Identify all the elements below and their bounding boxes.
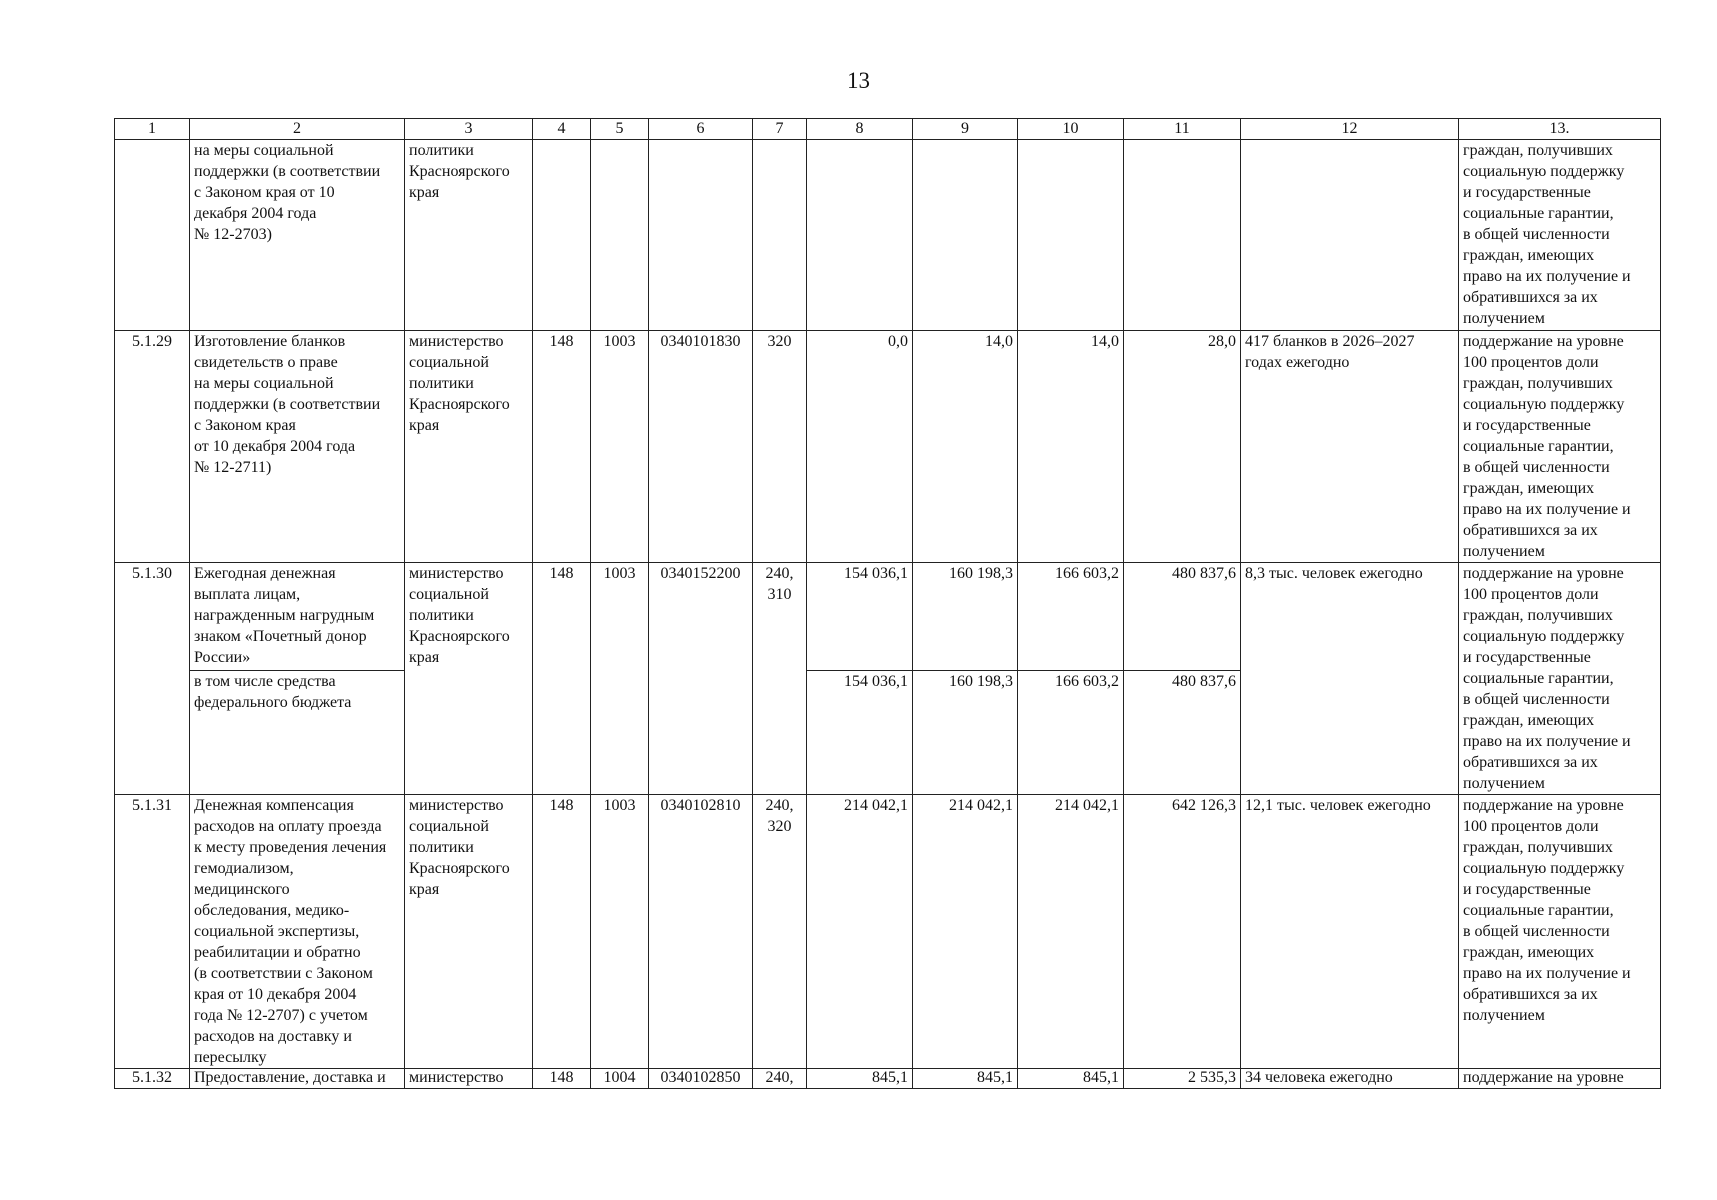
column-header: 12	[1241, 119, 1459, 140]
cell-expense-type: 320	[753, 331, 807, 563]
column-header: 2	[190, 119, 405, 140]
cell-indicator: граждан, получивших социальную поддержку и государственные социальные гарантии, в общей численности граждан, имеющих право на их получение и обратившихся за их получением	[1459, 140, 1661, 331]
cell-amount-year1	[807, 140, 913, 331]
row-number: 5.1.31	[115, 795, 190, 1069]
cell-admin-code	[533, 140, 591, 331]
cell-amount-year2: 160 198,3	[913, 563, 1018, 671]
responsible-body: министерство	[405, 1069, 533, 1089]
cell-target-code: 0340101830	[649, 331, 753, 563]
cell-amount-total: 28,0	[1124, 331, 1241, 563]
column-header: 13.	[1459, 119, 1661, 140]
row-number	[115, 140, 190, 331]
row-number: 5.1.32	[115, 1069, 190, 1089]
table-row	[115, 563, 1661, 671]
cell-amount-year2: 214 042,1	[913, 795, 1018, 1069]
measure-name: Ежегодная денежная выплата лицам, награжденным нагрудным знаком «Почетный донор России»	[190, 563, 405, 671]
cell-indicator: поддержание на уровне	[1459, 1069, 1661, 1089]
table-row	[115, 140, 1661, 331]
cell-amount-year1: 154 036,1	[807, 671, 913, 795]
cell-amount-year3: 166 603,2	[1018, 671, 1124, 795]
cell-amount-year2: 845,1	[913, 1069, 1018, 1089]
measure-name: Изготовление бланков свидетельств о праве на меры социальной поддержки (в соответствии с Законом края от 10 декабря 2004 года № 12-2711)	[190, 331, 405, 563]
cell-admin-code: 148	[533, 331, 591, 563]
cell-expected-result: 417 бланков в 2026–2027 годах ежегодно	[1241, 331, 1459, 563]
cell-expense-type	[753, 140, 807, 331]
cell-amount-year2: 14,0	[913, 331, 1018, 563]
cell-admin-code: 148	[533, 1069, 591, 1089]
cell-amount-year3: 214 042,1	[1018, 795, 1124, 1069]
table-row	[115, 795, 1661, 1069]
header-row	[115, 119, 1661, 140]
cell-expense-type: 240,	[753, 1069, 807, 1089]
cell-amount-total: 642 126,3	[1124, 795, 1241, 1069]
page-number: 13	[847, 68, 870, 93]
column-header: 8	[807, 119, 913, 140]
column-header: 1	[115, 119, 190, 140]
table-row	[115, 1069, 1661, 1089]
measure-name: Денежная компенсация расходов на оплату проезда к месту проведения лечения гемодиализом, медицинского обследования, медико- социальной экспертизы, реабилитации и обратно (в соответствии с Законом края от 10 декабря 2004 года № 12-2707) с учетом расходов на доставку и пересылку	[190, 795, 405, 1069]
column-header: 9	[913, 119, 1018, 140]
measure-name: на меры социальной поддержки (в соответствии с Законом края от 10 декабря 2004 года № 12-2703)	[190, 140, 405, 331]
cell-amount-year3: 166 603,2	[1018, 563, 1124, 671]
cell-amount-year1: 154 036,1	[807, 563, 913, 671]
cell-expected-result	[1241, 140, 1459, 331]
cell-amount-year1: 0,0	[807, 331, 913, 563]
responsible-body: министерство социальной политики Красноярского края	[405, 795, 533, 1069]
cell-indicator: поддержание на уровне 100 процентов доли граждан, получивших социальную поддержку и государственные социальные гарантии, в общей численности граждан, имеющих право на их получение и обратившихся за их получением	[1459, 795, 1661, 1069]
cell-target-code	[649, 140, 753, 331]
cell-section-code: 1003	[591, 563, 649, 795]
table-row	[115, 331, 1661, 563]
cell-admin-code: 148	[533, 563, 591, 795]
cell-expected-result: 12,1 тыс. человек ежегодно	[1241, 795, 1459, 1069]
subrow-name: в том числе средства федерального бюджета	[190, 671, 405, 795]
column-header: 5	[591, 119, 649, 140]
column-header: 3	[405, 119, 533, 140]
cell-amount-year3: 14,0	[1018, 331, 1124, 563]
cell-indicator: поддержание на уровне 100 процентов доли граждан, получивших социальную поддержку и государственные социальные гарантии, в общей численности граждан, имеющих право на их получение и обратившихся за их получением	[1459, 563, 1661, 795]
cell-indicator: поддержание на уровне 100 процентов доли граждан, получивших социальную поддержку и государственные социальные гарантии, в общей численности граждан, имеющих право на их получение и обратившихся за их получением	[1459, 331, 1661, 563]
program-table	[114, 118, 1661, 1089]
cell-amount-year2: 160 198,3	[913, 671, 1018, 795]
cell-target-code: 0340102810	[649, 795, 753, 1069]
cell-target-code: 0340102850	[649, 1069, 753, 1089]
cell-expected-result: 34 человека ежегодно	[1241, 1069, 1459, 1089]
cell-amount-total: 480 837,6	[1124, 563, 1241, 671]
cell-section-code	[591, 140, 649, 331]
responsible-body: политики Красноярского края	[405, 140, 533, 331]
column-header: 6	[649, 119, 753, 140]
cell-section-code: 1003	[591, 331, 649, 563]
cell-amount-year2	[913, 140, 1018, 331]
cell-amount-total: 480 837,6	[1124, 671, 1241, 795]
column-header: 11	[1124, 119, 1241, 140]
cell-expected-result: 8,3 тыс. человек ежегодно	[1241, 563, 1459, 795]
measure-name: Предоставление, доставка и	[190, 1069, 405, 1089]
column-header: 10	[1018, 119, 1124, 140]
responsible-body: министерство социальной политики Красноярского края	[405, 563, 533, 795]
row-number: 5.1.29	[115, 331, 190, 563]
cell-amount-total	[1124, 140, 1241, 331]
cell-amount-total: 2 535,3	[1124, 1069, 1241, 1089]
row-number: 5.1.30	[115, 563, 190, 795]
cell-section-code: 1004	[591, 1069, 649, 1089]
cell-amount-year3: 845,1	[1018, 1069, 1124, 1089]
cell-amount-year1: 214 042,1	[807, 795, 913, 1069]
cell-expense-type: 240, 320	[753, 795, 807, 1069]
cell-amount-year1: 845,1	[807, 1069, 913, 1089]
cell-target-code: 0340152200	[649, 563, 753, 795]
column-header: 7	[753, 119, 807, 140]
cell-expense-type: 240, 310	[753, 563, 807, 795]
responsible-body: министерство социальной политики Красноярского края	[405, 331, 533, 563]
cell-amount-year3	[1018, 140, 1124, 331]
cell-admin-code: 148	[533, 795, 591, 1069]
column-header: 4	[533, 119, 591, 140]
cell-section-code: 1003	[591, 795, 649, 1069]
